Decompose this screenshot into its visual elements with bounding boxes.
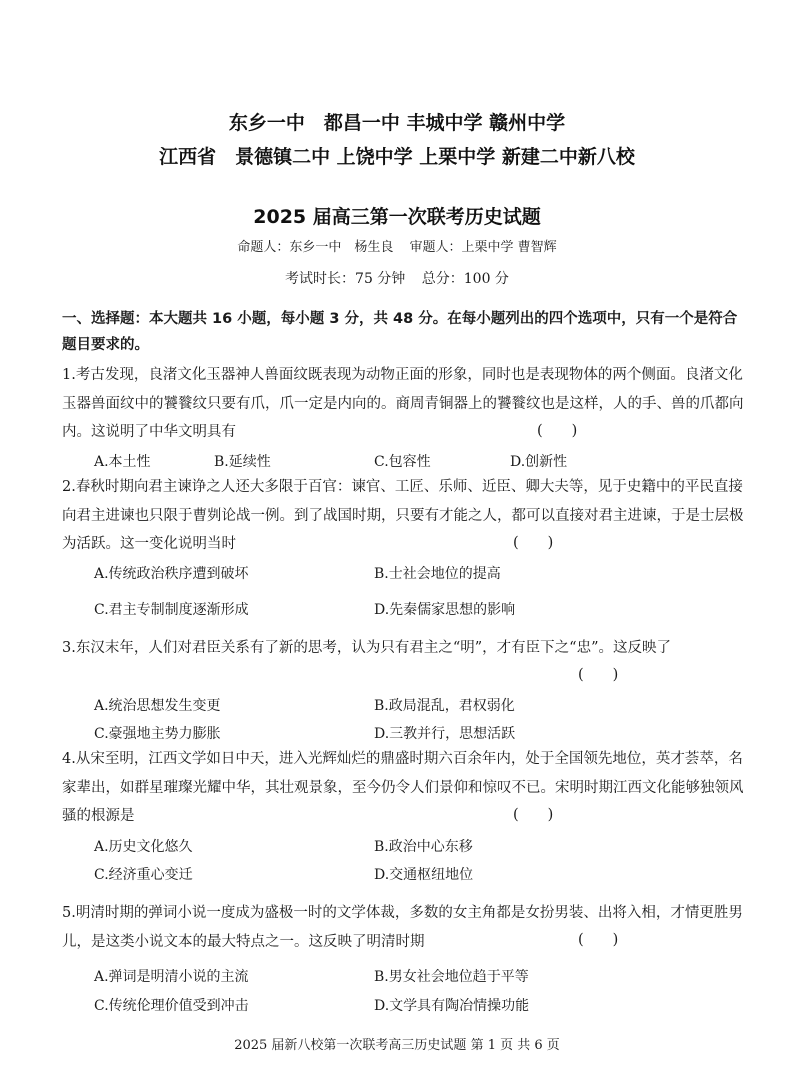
school-names-line2: 江西省 景德镇二中 上饶中学 上栗中学 新建二中新八校 bbox=[159, 146, 635, 168]
question-5-stem: 5.明清时期的弹词小说一度成为盛极一时的文学体裁，多数的女主角都是女扮男装、出将入相，才情更胜男儿，是这类小说文本的最大特点之一。这反映了明清时期 bbox=[62, 905, 743, 950]
question-1-answer-paren: ( ) bbox=[537, 423, 578, 439]
question-3-option-a: A.统治思想发生变更 bbox=[94, 698, 221, 714]
question-2-option-d: D.先秦儒家思想的影响 bbox=[374, 602, 516, 618]
question-reviewer: 审题人：上栗中学 曹智辉 bbox=[409, 240, 557, 255]
exam-info-line bbox=[0, 268, 794, 288]
question-5-option-b: B.男女社会地位趋于平等 bbox=[374, 969, 529, 985]
exam-duration: 考试时长：75 分钟 bbox=[285, 271, 406, 287]
authors-line bbox=[0, 236, 794, 255]
question-1-option-d: D.创新性 bbox=[510, 454, 568, 470]
question-3-answer-paren: ( ) bbox=[578, 667, 619, 683]
question-4-option-d: D.交通枢纽地位 bbox=[374, 867, 474, 883]
question-5-option-d: D.文学具有陶冶情操功能 bbox=[374, 998, 530, 1014]
question-4-stem: 4.从宋至明，江西文学如日中天，进入光辉灿烂的鼎盛时期六百余年内，处于全国领先地位，英才荟萃，名家辈出，如群星璀璨光耀中华，其壮观景象，至今仍令人们景仰和惊叹不已。宋明时期江西文化能够独领风骚的根源是 bbox=[62, 751, 744, 824]
question-2-stem: 2.春秋时期向君主谏诤之人还大多限于百官：谏官、工匠、乐师、近臣、卿大夫等，见于史籍中的平民直接向君主进谏也只限于曹刿论战一例。到了战国时期，只要有才能之人，都可以直接对君主进谏，于是士层极为活跃。这一变化说明当时 bbox=[62, 479, 744, 552]
question-4-option-a: A.历史文化悠久 bbox=[94, 839, 193, 855]
school-names-line1: 东乡一中 都昌一中 丰城中学 赣州中学 bbox=[228, 112, 566, 134]
question-3-option-d: D.三教并行，思想活跃 bbox=[374, 726, 516, 742]
question-2-answer-paren: ( ) bbox=[513, 535, 554, 551]
question-3-option-b: B.政局混乱，君权弱化 bbox=[374, 698, 515, 714]
question-2-option-c: C.君主专制制度逐渐形成 bbox=[94, 602, 249, 618]
question-1-stem: 1.考古发现，良渚文化玉器神人兽面纹既表现为动物正面的形象，同时也是表现物体的两个侧面。良渚文化玉器兽面纹中的饕餮纹只要有爪，爪一定是内向的。商周青铜器上的饕餮纹也是这样，人的手、兽的爪都向内。这说明了中华文明具有 bbox=[62, 367, 744, 440]
section-heading: 一、选择题：本大题共 16 小题，每小题 3 分，共 48 分。在每小题列出的四个选项中，只有一个是符合题目要求的。 bbox=[62, 311, 738, 353]
question-4-option-b: B.政治中心东移 bbox=[374, 839, 473, 855]
question-4-option-c: C.经济重心变迁 bbox=[94, 867, 193, 883]
question-5-answer-paren: ( ) bbox=[578, 932, 619, 948]
question-1-option-c: C.包容性 bbox=[374, 454, 431, 470]
question-4-answer-paren: ( ) bbox=[513, 807, 554, 823]
question-3-option-c: C.豪强地主势力膨胀 bbox=[94, 726, 221, 742]
exam-title: 2025 届高三第一次联考历史试题 bbox=[253, 206, 541, 228]
question-1-option-b: B.延续性 bbox=[214, 454, 271, 470]
question-2-option-a: A.传统政治秩序遭到破坏 bbox=[94, 566, 249, 582]
exam-total-score: 总分：100 分 bbox=[421, 271, 509, 287]
question-setter: 命题人：东乡一中 杨生良 bbox=[237, 240, 394, 255]
question-5-option-c: C.传统伦理价值受到冲击 bbox=[94, 998, 249, 1014]
question-3-stem: 3.东汉末年，人们对君臣关系有了新的思考，认为只有君主之“明”，才有臣下之“忠”。这反映了 bbox=[62, 640, 671, 656]
question-2-option-b: B.士社会地位的提高 bbox=[374, 566, 501, 582]
question-5-option-a: A.弹词是明清小说的主流 bbox=[94, 969, 249, 985]
question-1-option-a: A.本土性 bbox=[94, 454, 151, 470]
page-footer: 2025 届新八校第一次联考高三历史试题 第 1 页 共 6 页 bbox=[234, 1038, 560, 1053]
